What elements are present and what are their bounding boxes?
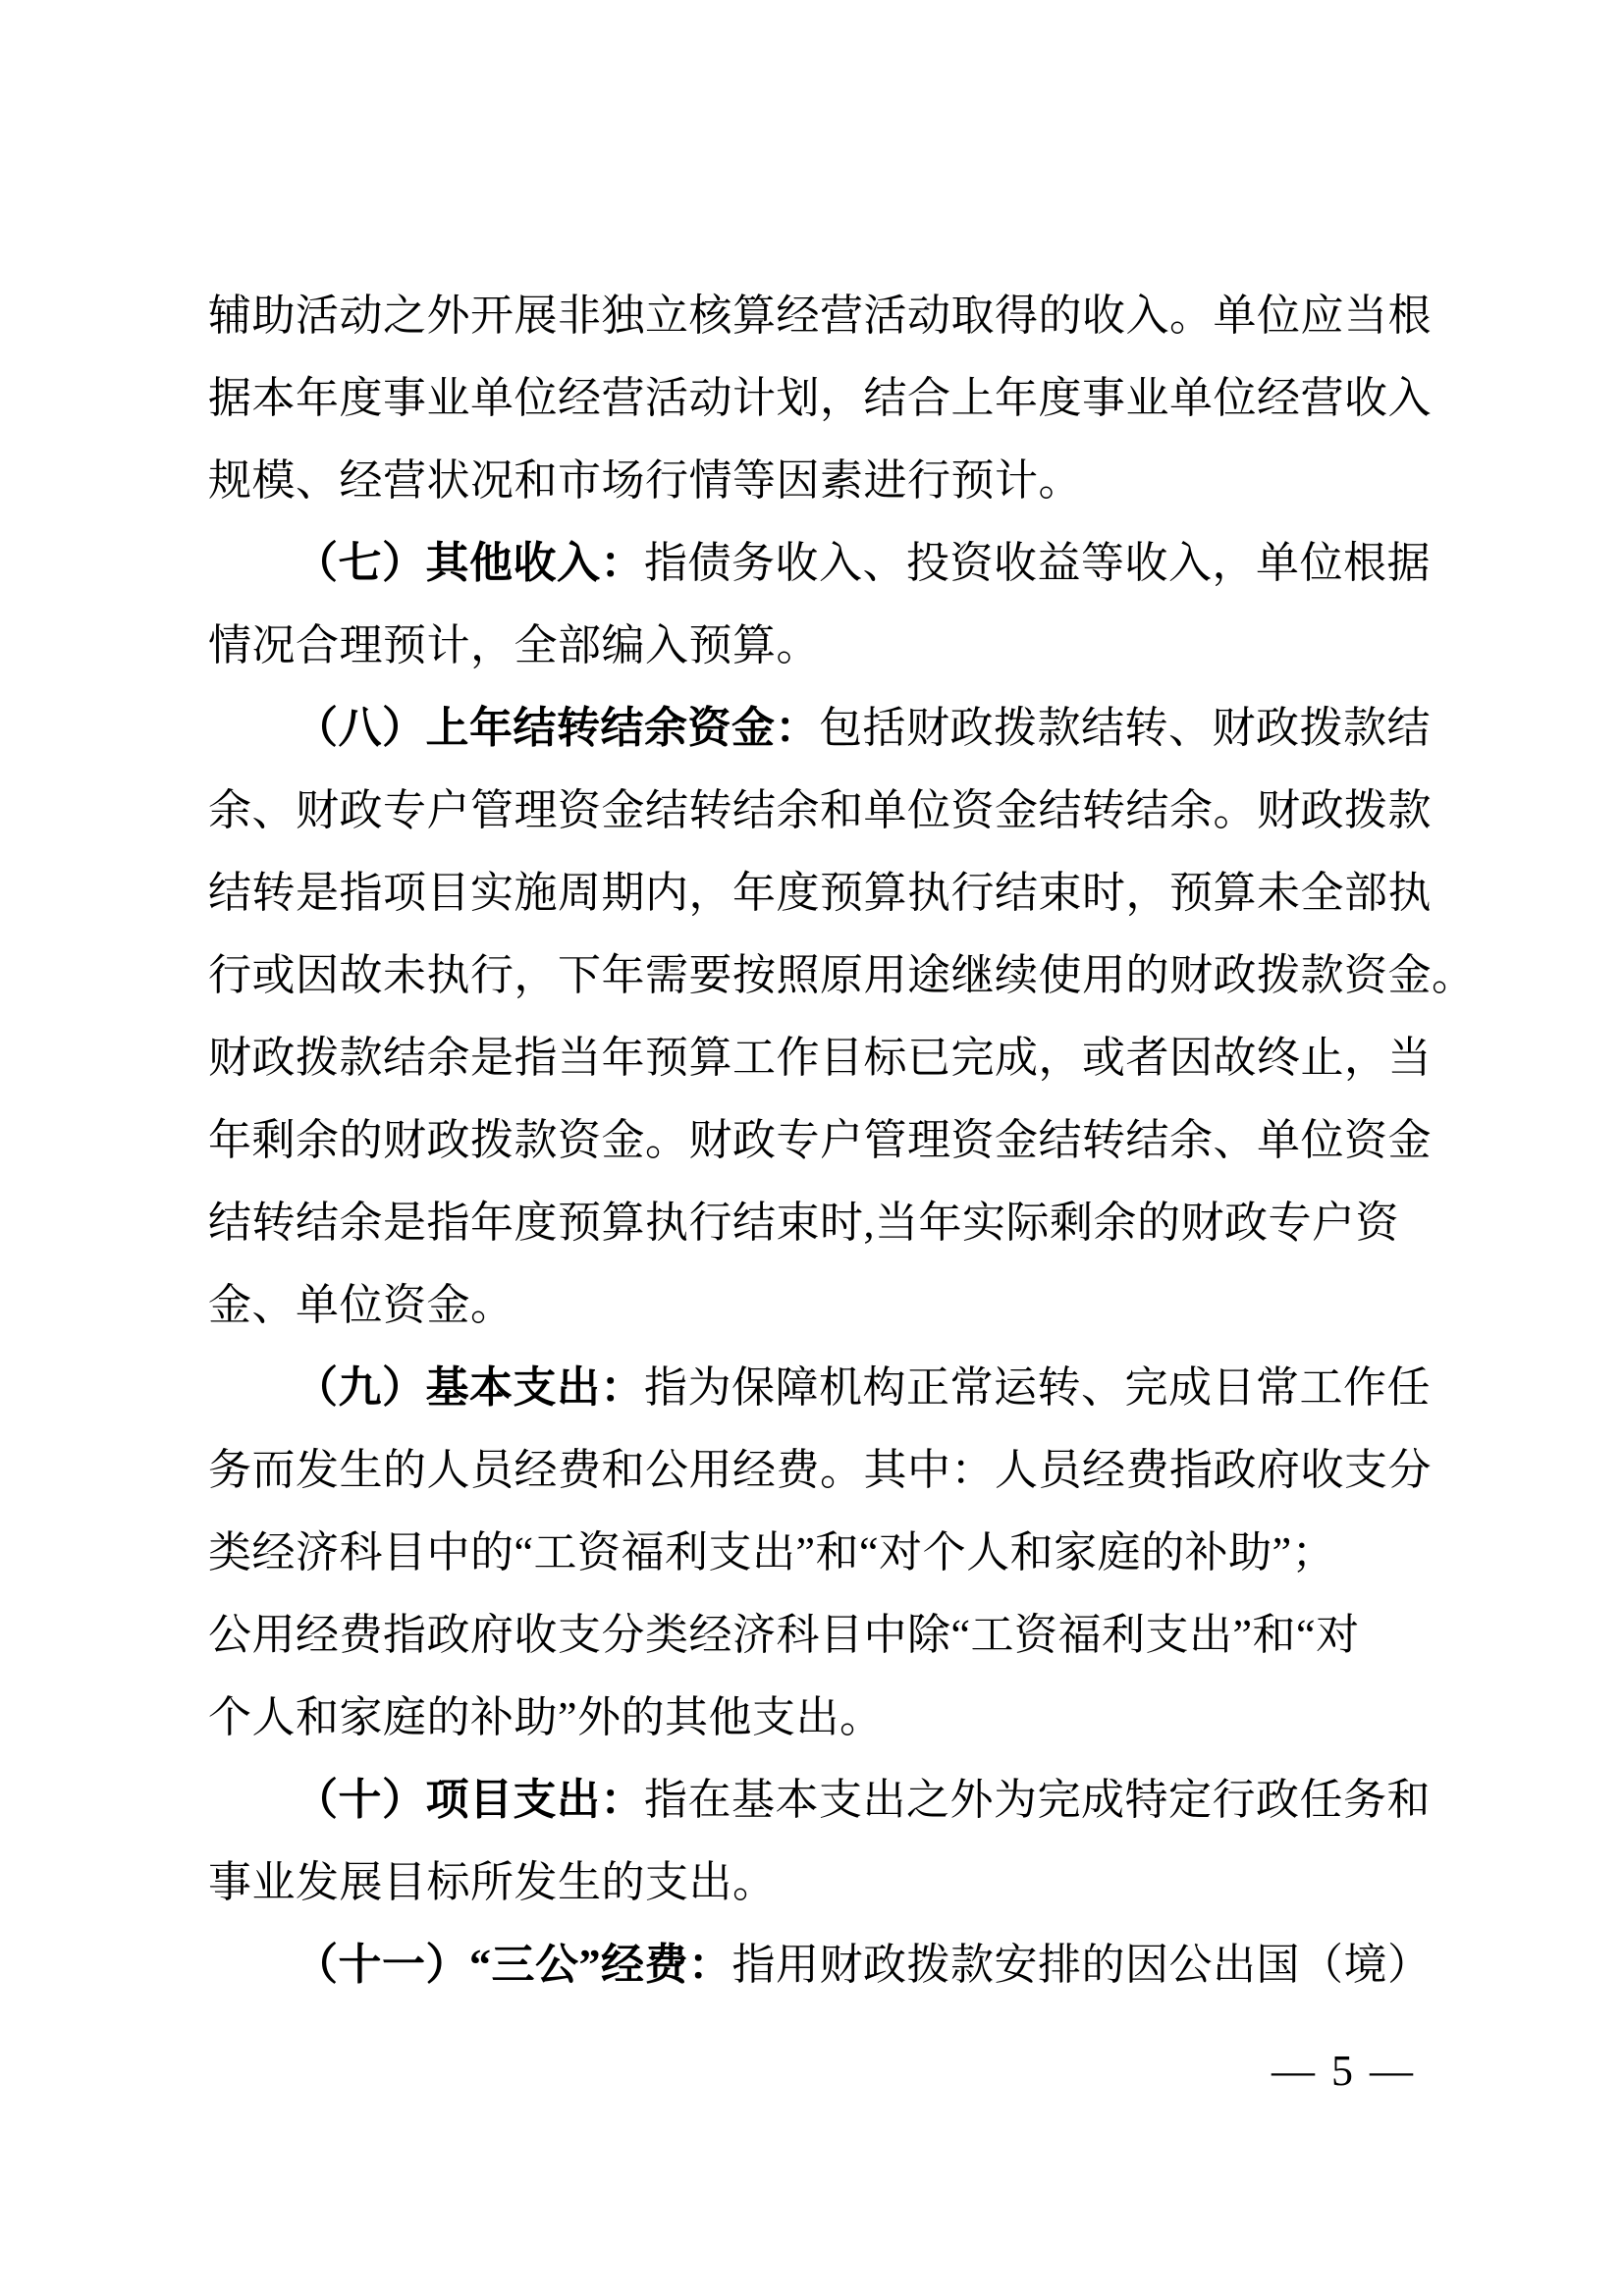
document-body	[208, 275, 1476, 2006]
paragraph-text: 行或因故未执行，下年需要按照原用途继续使用的财政拨款资金。	[208, 951, 1476, 999]
text-line	[208, 275, 1430, 357]
text-line	[208, 1264, 1430, 1347]
text-line	[208, 522, 1430, 605]
text-line	[208, 1512, 1430, 1594]
paragraph-text: 类经济科目中的“工资福利支出”和“对个人和家庭的补助”；	[208, 1528, 1336, 1576]
paragraph-text: 包括财政拨款结转、财政拨款结	[819, 704, 1431, 752]
text-line	[208, 770, 1430, 852]
paragraph-text: 公用经费指政府收支分类经济科目中除“工资福利支出”和“对	[208, 1611, 1360, 1659]
paragraph-lead: （十）项目支出：	[295, 1776, 644, 1824]
text-line	[208, 1594, 1430, 1677]
text-line	[208, 1677, 1430, 1759]
paragraph-text: 事业发展目标所发生的支出。	[208, 1858, 777, 1906]
text-line	[208, 1842, 1430, 1924]
paragraph-lead: （八）上年结转结余资金：	[295, 704, 819, 752]
paragraph-text: 指为保障机构正常运转、完成日常工作任	[644, 1363, 1431, 1412]
paragraph-lead: （七）其他收入：	[295, 539, 644, 587]
text-line	[208, 1924, 1430, 2006]
paragraph-text: 余、财政专户管理资金结转结余和单位资金结转结余。财政拨款	[208, 786, 1432, 834]
text-line	[208, 1182, 1430, 1264]
paragraph-text: 指在基本支出之外为完成特定行政任务和	[644, 1776, 1431, 1824]
paragraph-text: 规模、经营状况和市场行情等因素进行预计。	[208, 456, 1082, 505]
paragraph-text: 辅助活动之外开展非独立核算经营活动取得的收入。单位应当根	[208, 292, 1432, 340]
text-line	[208, 934, 1476, 1017]
paragraph-text: 指债务收入、投资收益等收入，单位根据	[644, 539, 1431, 587]
text-line	[208, 440, 1430, 522]
text-line	[208, 1017, 1430, 1099]
text-line	[208, 1759, 1430, 1842]
text-line	[208, 605, 1430, 687]
paragraph-text: 务而发生的人员经费和公用经费。其中：人员经费指政府收支分	[208, 1446, 1432, 1494]
text-line	[208, 852, 1430, 934]
text-line	[208, 357, 1430, 440]
paragraph-text: 年剩余的财政拨款资金。财政专户管理资金结转结余、单位资金	[208, 1116, 1432, 1164]
paragraph-text: 结转是指项目实施周期内，年度预算执行结束时，预算未全部执	[208, 869, 1432, 917]
paragraph-text: 情况合理预计，全部编入预算。	[208, 621, 820, 669]
page-number: — 5 —	[1272, 2047, 1416, 2095]
text-line	[208, 1347, 1430, 1429]
paragraph-text: 结转结余是指年度预算执行结束时,当年实际剩余的财政专户资	[208, 1199, 1399, 1247]
paragraph-lead: （十一）“三公”经费：	[295, 1941, 732, 1989]
paragraph-text: 金、单位资金。	[208, 1281, 514, 1329]
text-line	[208, 1099, 1430, 1182]
paragraph-text: 据本年度事业单位经营活动计划，结合上年度事业单位经营收入	[208, 374, 1432, 422]
text-line	[208, 1429, 1430, 1512]
paragraph-text: 个人和家庭的补助”外的其他支出。	[208, 1693, 884, 1741]
paragraph-text: 指用财政拨款安排的因公出国（境）	[731, 1941, 1432, 1989]
paragraph-text: 财政拨款结余是指当年预算工作目标已完成，或者因故终止，当	[208, 1034, 1432, 1082]
text-line	[208, 687, 1430, 770]
paragraph-lead: （九）基本支出：	[295, 1363, 644, 1412]
